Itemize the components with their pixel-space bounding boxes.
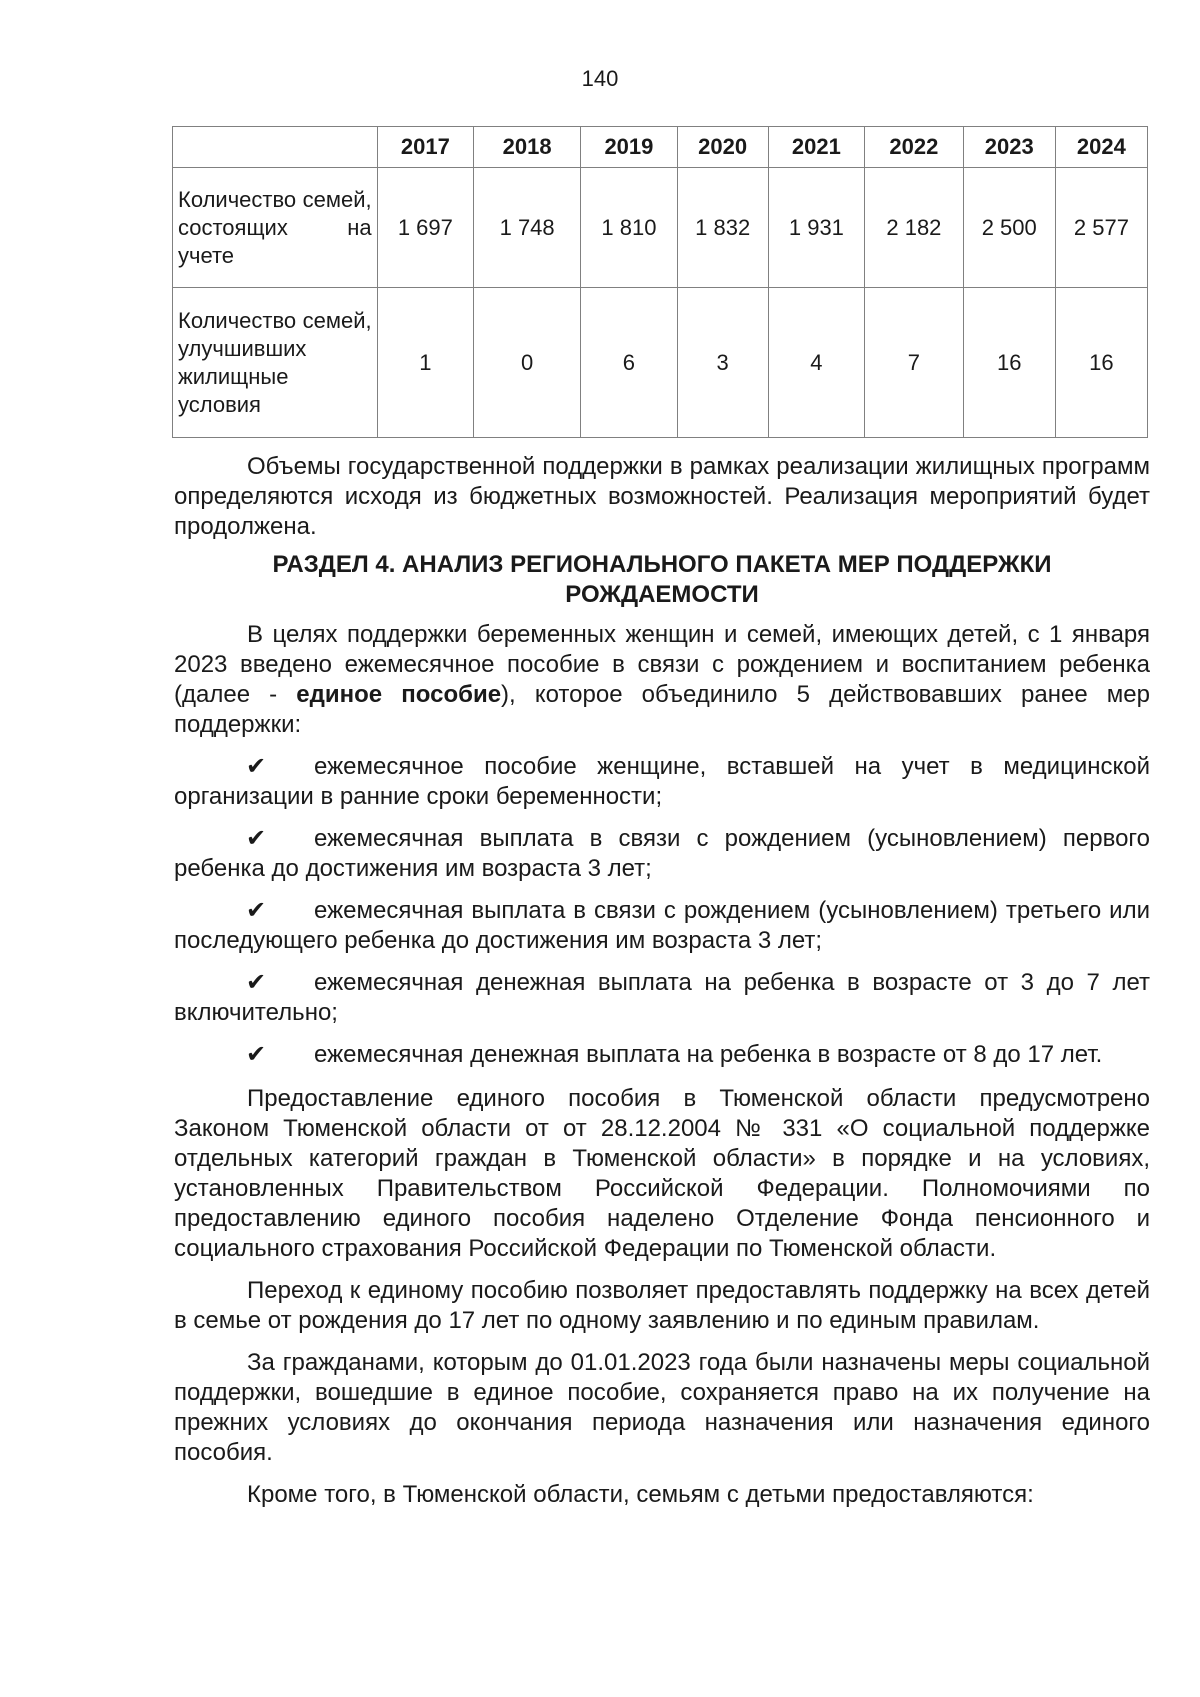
table-header-row: [173, 127, 1148, 168]
list-item-text: ежемесячная денежная выплата на ребенка в возрасте от 3 до 7 лет включительно;: [174, 969, 1150, 1026]
table-corner-cell: [173, 127, 378, 168]
section-heading: РАЗДЕЛ 4. АНАЛИЗ РЕГИОНАЛЬНОГО ПАКЕТА МЕР ПОДДЕРЖКИ РОЖДАЕМОСТИ: [272, 551, 1052, 608]
table-cell: 2 500: [963, 168, 1055, 288]
table-cell: 4: [768, 288, 864, 438]
checkmark-icon: ✔: [246, 897, 267, 924]
list-item-text: ежемесячная выплата в связи с рождением (усыновлением) третьего или последующего ребенка до достижения им возраста 3 лет;: [174, 897, 1150, 954]
body-paragraph: Предоставление единого пособия в Тюменской области предусмотрено Законом Тюменской области от от 28.12.2004 № 331 «О социальной поддержке отдельных категорий граждан в Тюменской области» в порядке и на условиях, установленных Правительством Российской Федерации. Полномочиями по предоставлению единого пособия наделено Отделение Фонда пенсионного и социального страхования Российской Федерации по Тюменской области.: [174, 1085, 1150, 1262]
page-number: 140: [581, 66, 619, 91]
table-row: [173, 168, 1148, 288]
list-item: [174, 824, 1150, 884]
list-item: [174, 896, 1150, 956]
table-cell: 16: [963, 288, 1055, 438]
table-cell: 7: [865, 288, 964, 438]
year-header: 2020: [677, 127, 768, 168]
year-header: 2021: [768, 127, 864, 168]
row-label: Количество семей, улучшивших жилищные условия: [173, 288, 378, 438]
table-cell: 16: [1055, 288, 1147, 438]
table-cell: 1 832: [677, 168, 768, 288]
year-header: 2017: [377, 127, 473, 168]
table-cell: 2 182: [865, 168, 964, 288]
body-paragraph: Переход к единому пособию позволяет предоставлять поддержку на всех детей в семье от рождения до 17 лет по одному заявлению и по единым правилам.: [174, 1277, 1150, 1334]
row-label: Количество семей, состоящих на учете: [173, 168, 378, 288]
checkmark-icon: ✔: [246, 825, 267, 852]
table-cell: 2 577: [1055, 168, 1147, 288]
table-cell: 6: [581, 288, 677, 438]
intro-bold-term: единое пособие: [296, 681, 502, 708]
year-header: 2019: [581, 127, 677, 168]
table-cell: 3: [677, 288, 768, 438]
table-cell: 1: [377, 288, 473, 438]
list-item-text: ежемесячная денежная выплата на ребенка в возрасте от 8 до 17 лет.: [314, 1041, 1103, 1068]
checkmark-icon: ✔: [246, 753, 267, 780]
intro-paragraph: [174, 620, 1150, 740]
table-cell: 1 697: [377, 168, 473, 288]
checkmark-icon: ✔: [246, 1041, 267, 1068]
table-cell: 1 810: [581, 168, 677, 288]
list-item: [174, 752, 1150, 812]
year-header: 2023: [963, 127, 1055, 168]
intro-text: В целях поддержки беременных женщин и семей, имеющих детей, с 1 января 2023 введено ежемесячное пособие в связи с рождением и воспитанием ребенка (далее -: [174, 621, 1150, 708]
table-row: [173, 288, 1148, 438]
table-cell: 0: [474, 288, 581, 438]
list-item-text: ежемесячное пособие женщине, вставшей на учет в медицинской организации в ранние сроки беременности;: [174, 753, 1150, 810]
document-body: [174, 452, 1150, 1510]
year-header: 2022: [865, 127, 964, 168]
intro-text-end: ), которое объединило 5 действовавших ранее мер поддержки:: [174, 681, 1151, 738]
list-item: [174, 968, 1150, 1028]
list-item: [174, 1040, 1150, 1070]
families-housing-table: [172, 126, 1148, 438]
checkmark-icon: ✔: [246, 969, 267, 996]
support-volume-paragraph: Объемы государственной поддержки в рамках реализации жилищных программ определяются исходя из бюджетных возможностей. Реализация мероприятий будет продолжена.: [174, 453, 1150, 540]
body-paragraph: Кроме того, в Тюменской области, семьям с детьми предоставляются:: [247, 1481, 1034, 1508]
table-cell: 1 748: [474, 168, 581, 288]
list-item-text: ежемесячная выплата в связи с рождением (усыновлением) первого ребенка до достижения им возраста 3 лет;: [174, 825, 1150, 882]
body-paragraph: За гражданами, которым до 01.01.2023 года были назначены меры социальной поддержки, вошедшие в единое пособие, сохраняется право на их получение на прежних условиях до окончания периода назначения или назначения единого пособия.: [174, 1349, 1150, 1466]
table-cell: 1 931: [768, 168, 864, 288]
year-header: 2018: [474, 127, 581, 168]
year-header: 2024: [1055, 127, 1147, 168]
